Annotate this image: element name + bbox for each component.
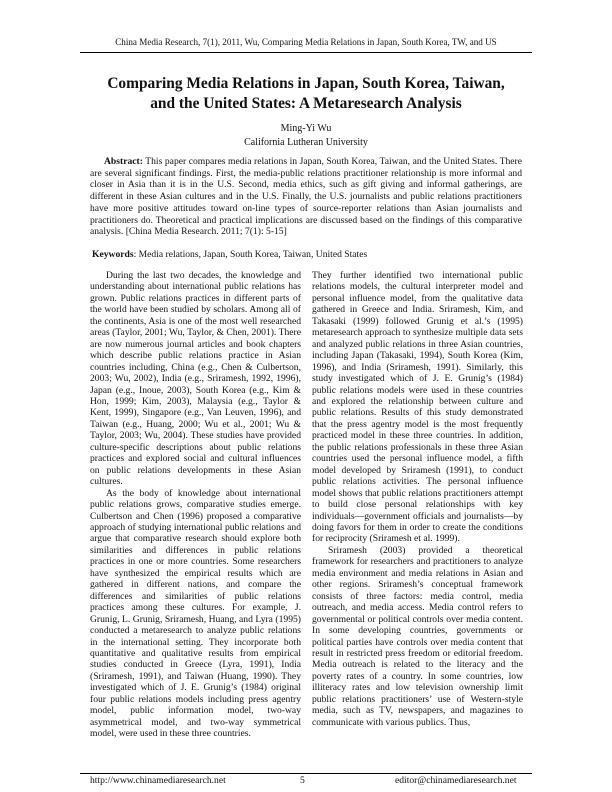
keywords-text: : Media relations, Japan, South Korea, Taiwan, United States	[133, 249, 368, 260]
left-column	[90, 270, 301, 740]
author-name: Ming-Yi Wu	[280, 123, 332, 134]
abstract	[90, 156, 522, 238]
page-number: 5	[300, 775, 305, 786]
footer-rule	[80, 773, 532, 774]
right-paragraph-2: Sriramesh (2003) provided a theoretical framework for researchers and practitioners to analyze media environment and media relations in Asian and other regions. Sriramesh’s conceptual framework consists of three factors: media control, media outreach, and media access. Media control refers to governmental or political controls over media content. In some developing countries, governments or political parties have controls over media content that result in restricted press freedom or editorial freedom. Media outreach is related to the literacy and the poverty rates of a country. In some countries, low illiteracy rates and low television ownership limit public relations practitioners’ use of Western-style media, such as TV, newspapers, and magazines to communicate with various publics. Thus,	[312, 544, 523, 728]
keywords	[92, 249, 524, 260]
left-paragraph-1: During the last two decades, the knowledge and understanding about international public relations has grown. Public relations practices in different parts of the world have been studied by scholars. Among all of the continents, Asia is one of the most well researched areas (Taylor, 2001; Wu, Taylor, & Chen, 2001). There are now numerous journal articles and book chapters which describe public relations practice in Asian countries including, China (e.g., Chen & Culbertson, 2003; Wu, 2002), India (e.g., Sriramesh, 1992, 1996), Japan (e.g., Inoue, 2003), South Korea (e.g., Kim & Hon, 1999; Kim, 2003), Malaysia (e.g., Taylor & Kent, 1999), Singapore (e.g., Van Leuven, 1996), and Taiwan (e.g., Huang, 2000; Wu et al., 2001; Wu & Taylor, 2003; Wu, 2004). These studies have provided culture-specific descriptions about public relations practices and explored social and cultural influences on public relations developments in these Asian cultures.	[90, 270, 301, 488]
keywords-label: Keywords	[92, 249, 134, 260]
right-column	[312, 270, 523, 728]
running-header: China Media Research, 7(1), 2011, Wu, Comparing Media Relations in Japan, South Korea, TW, and US	[115, 37, 497, 47]
abstract-text: This paper compares media relations in Japan, South Korea, Taiwan, and the United States. There are several significant findings. First, the media-public relations practitioner relationship is more informal and closer in Asia than it is in the U.S. Second, media ethics, such as gift giving and informal gatherings, are different in these Asian cultures and in the U.S. Finally, the U.S. journalists and public relations practitioners have more positive attitudes toward on-line types of source-reporter relations than Asian journalists and practitioners do. Theoretical and practical implications are discussed based on the findings of this comparative analysis. [China Media Research. 2011; 7(1): 5-15]	[90, 156, 522, 238]
right-paragraph-1: They further identified two international public relations models, the cultural interpreter model and personal influence model, from the qualitative data gathered in Greece and India. Sriramesh, Kim, and Takasaki (1999) followed Grunig et al.’s (1995) metaresearch approach to synthesize multiple data sets and analyzed public relations in three Asian countries, including Japan (Takasaki, 1994), South Korea (Kim, 1996), and India (Sriramesh, 1991). Similarly, this study investigated which of J. E. Grunig’s (1984) public relations models were used in these countries and explored the relationship between culture and public relations. Results of this study demonstrated that the press agentry model is the most frequently practiced model in these three countries. In addition, the public relations professionals in these three Asian countries used the personal influence model, a fifth model developed by Sriramesh (1991), to conduct public relations activities. The personal influence model shows that public relations practitioners attempt to build close personal relationships with key individuals—government officials and journalists—by doing favors for them in order to create the conditions for reciprocity (Sriramesh et al. 1999).	[312, 270, 523, 545]
paper-title	[60, 74, 552, 114]
footer-email-link[interactable]: editor@chinamediaresearch.net	[395, 775, 517, 786]
left-paragraph-2: As the body of knowledge about international public relations grows, comparative studies emerge. Culbertson and Chen (1996) proposed a comparative approach of studying international public relations and argue that comparative research should explore both similarities and differences in public relations practices in one or more countries. Some researchers have synthesized the empirical results which are gathered in different nations, and compare the differences and similarities of public relations practices among these cultures. For example, J. Grunig, L. Grunig, Sriramesh, Huang, and Lyra (1995) conducted a metaresearch to analyze public relations in the international setting. They incorporate both quantitative and qualitative results from empirical studies conducted in Greece (Lyra, 1991), India (Sriramesh, 1991), and Taiwan (Huang, 1990). They investigated which of J. E. Grunig’s (1984) original four public relations models including press agentry model, public information model, two-way asymmetrical model, and two-way symmetrical model, were used in these three countries.	[90, 487, 301, 740]
title-line-1: Comparing Media Relations in Japan, South Korea, Taiwan,	[107, 75, 505, 92]
abstract-label: Abstract:	[104, 156, 143, 167]
author-affiliation: California Lutheran University	[244, 137, 368, 148]
header-rule	[80, 52, 532, 53]
footer-url-link[interactable]: http://www.chinamediaresearch.net	[90, 775, 226, 786]
title-line-2: and the United States: A Metaresearch Analysis	[150, 95, 462, 112]
